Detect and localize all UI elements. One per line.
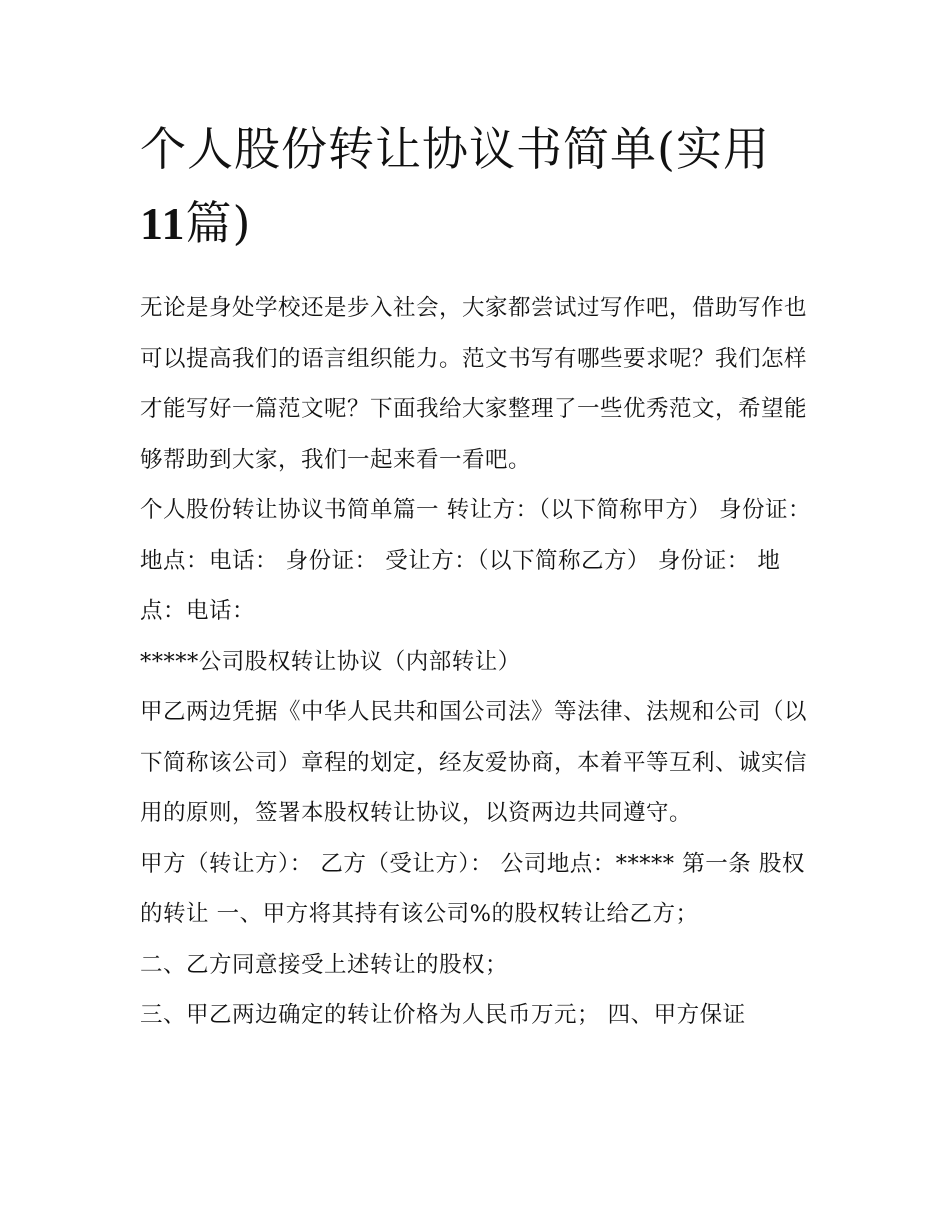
intro-paragraph: 无论是身处学校还是步入社会，大家都尝试过写作吧，借助写作也可以提高我们的语言组织能力。范文书写有哪些要求呢？我们怎样才能写好一篇范文呢？下面我给大家整理了一些优秀范文，希望能够帮助到大家，我们一起来看一看吧。 — [140, 295, 808, 473]
title-count: 11 — [140, 198, 186, 249]
title-main: 个人股份转让协议书简单(实用 — [140, 122, 770, 176]
preamble-paragraph: 甲乙两边凭据《中华人民共和国公司法》等法律、法规和公司（以下简称该公司）章程的划定，经友爱协商，本着平等互利、诚实信用的原则，签署本股权转让协议，以资两边共同遵守。 — [140, 699, 808, 826]
clause-two-paragraph: 二、乙方同意接受上述转让的股权； — [140, 951, 509, 978]
article-one-paragraph: 甲方（转让方）： 乙方（受让方）： 公司地点：***** 第一条 股权的转让 一、甲方将其持有该公司%的股权转让给乙方； — [140, 850, 805, 927]
agreement-heading: *****公司股权转让协议（内部转让） — [140, 648, 521, 675]
document-title — [140, 112, 812, 261]
document-page — [140, 112, 812, 1041]
document-body — [140, 283, 812, 1041]
clause-three-paragraph: 三、甲乙两边确定的转让价格为人民币万元； 四、甲方保证 — [140, 1002, 746, 1028]
title-rest: 篇) — [185, 196, 252, 250]
parties-paragraph: 个人股份转让协议书简单篇一 转让方：（以下简称甲方） 身份证： 地点：电话： 身份证： 受让方：（以下简称乙方） 身份证： 地点：电话： — [140, 497, 812, 624]
